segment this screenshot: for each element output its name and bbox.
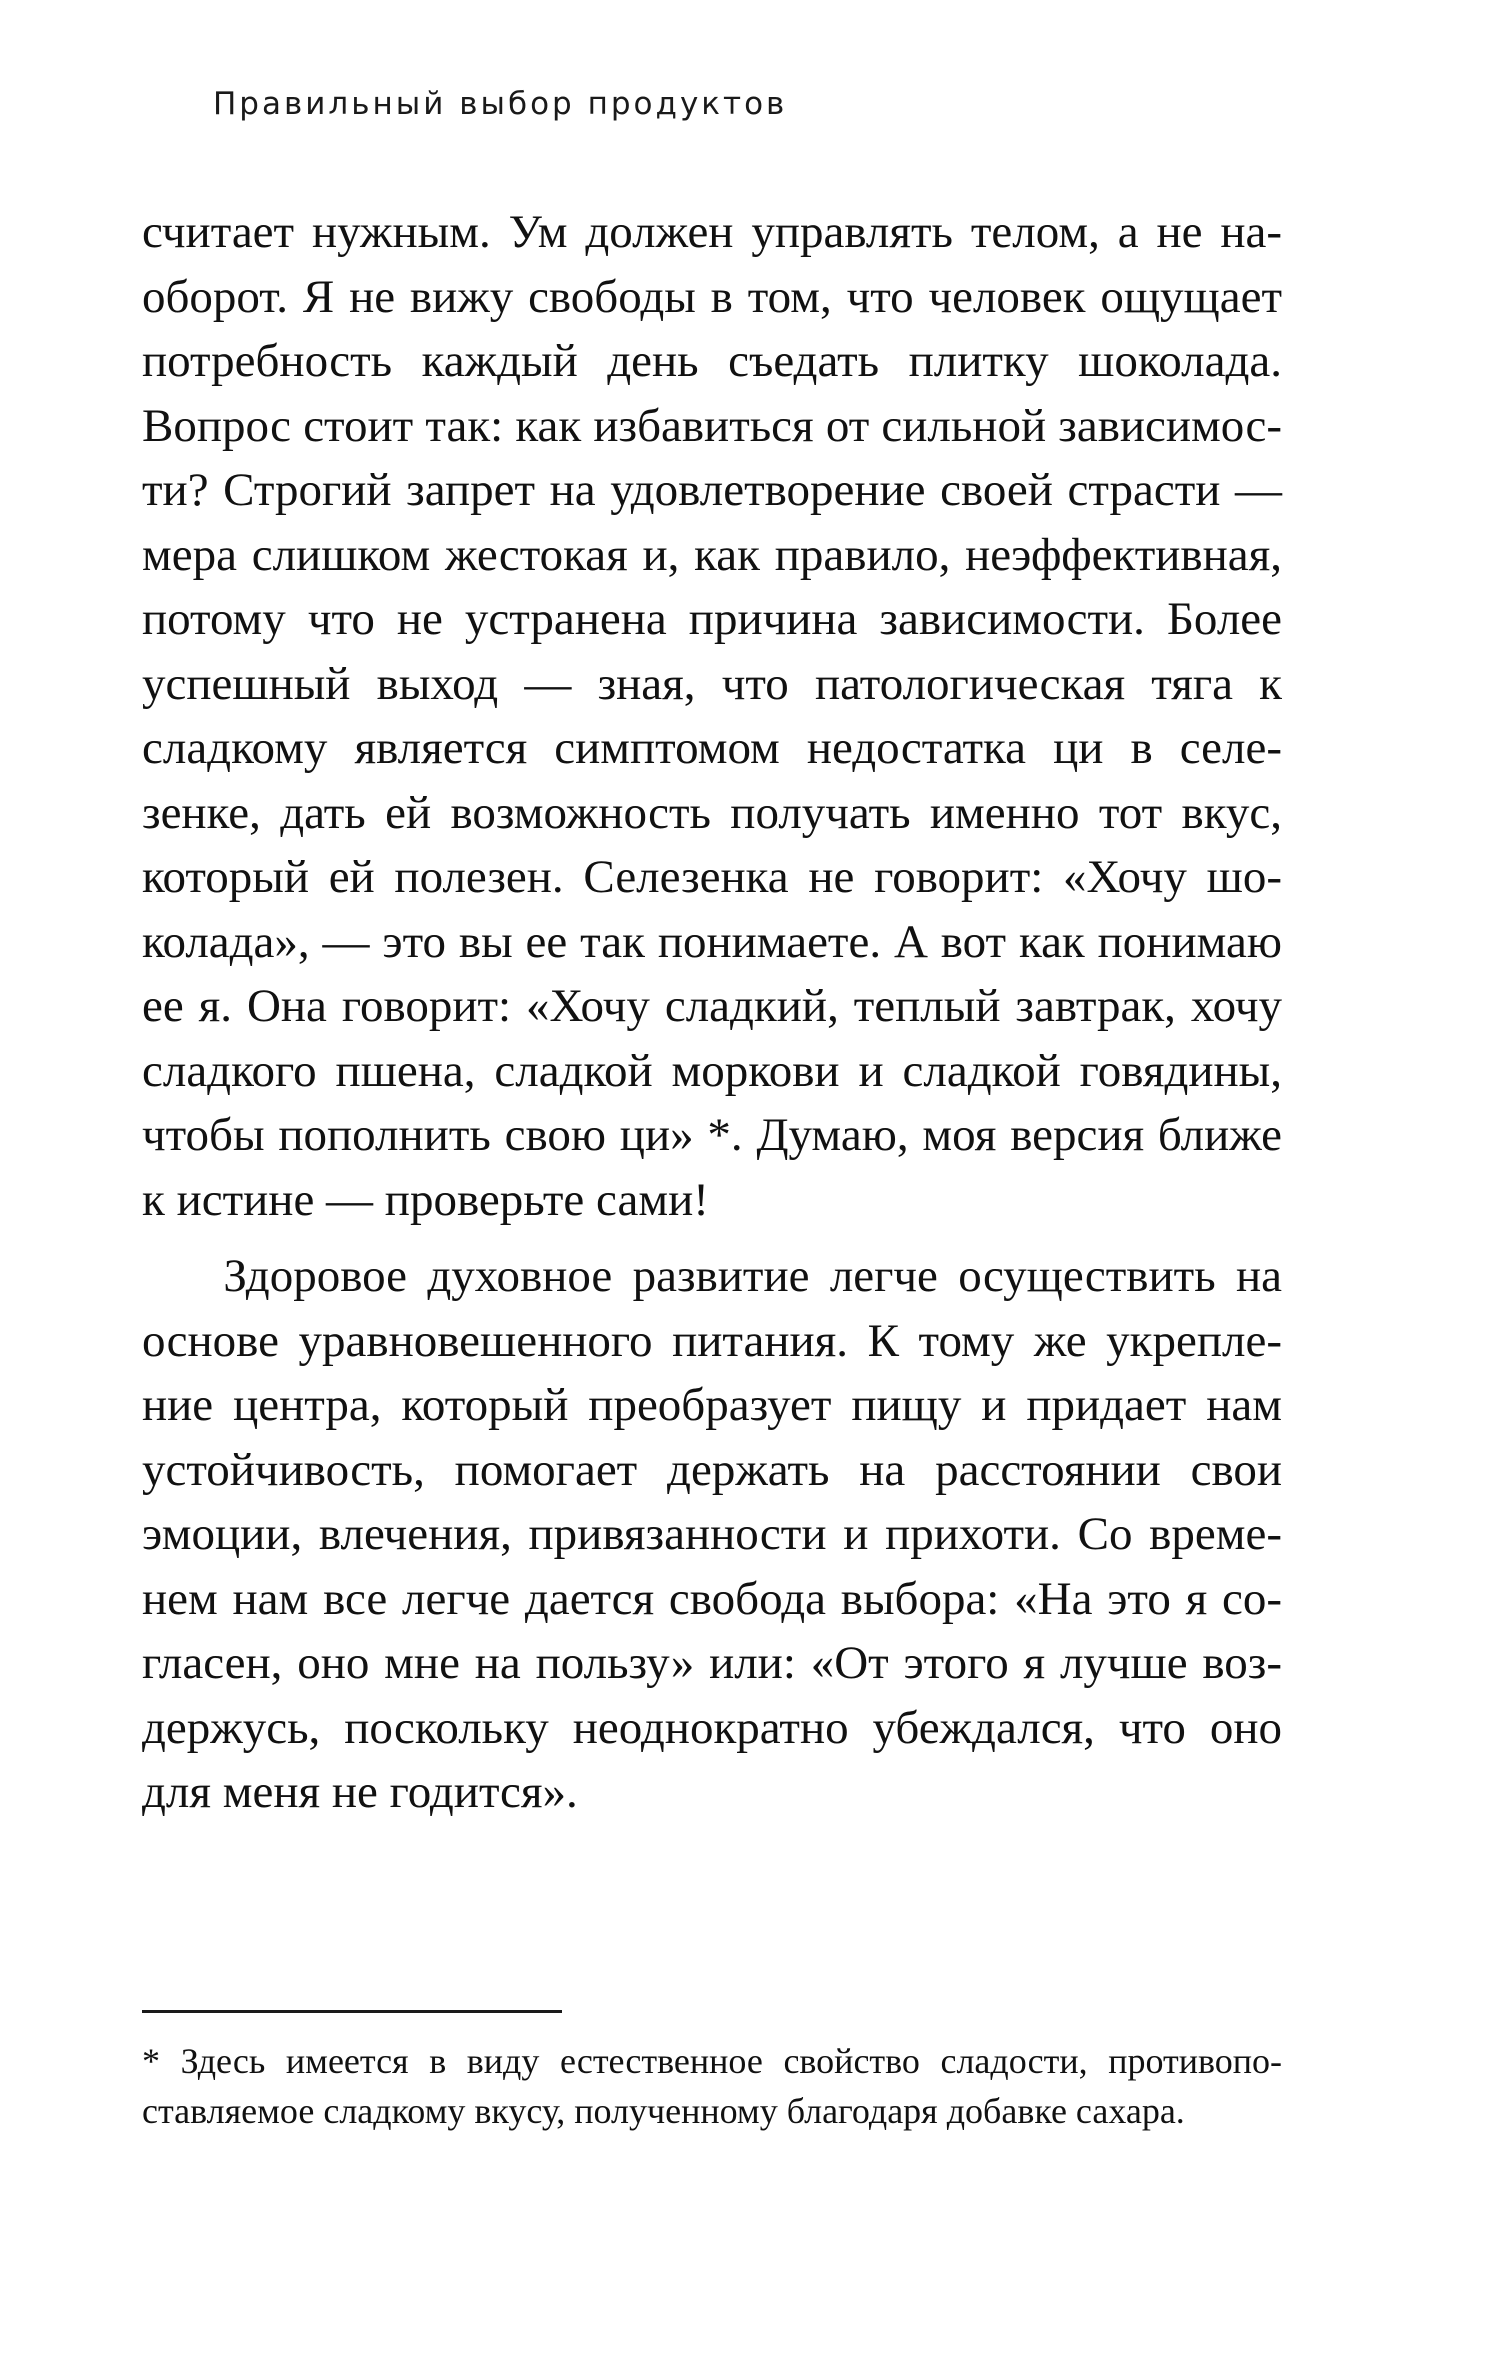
text-line: зенке, дать ей возможность получать именно тот вкус,	[142, 786, 1282, 839]
body-text	[142, 200, 1282, 1825]
text-line: колада», — это вы ее так понимаете. А вот как понимаю	[142, 915, 1282, 968]
text-line: держусь, поскольку неоднократно убеждался, что оно	[142, 1701, 1282, 1754]
text-line: устойчивость, помогает держать на расстоянии свои	[142, 1443, 1282, 1496]
text-line: потребность каждый день съедать плитку шоколада.	[142, 335, 1282, 387]
text-line: сладкого пшена, сладкой моркови и сладкой говядины,	[142, 1044, 1282, 1097]
text-line: который ей полезен. Селезенка не говорит: «Хочу шо-	[142, 851, 1282, 903]
footnote-line: ставляемое сладкому вкусу, полученному благодаря добавке сахара.	[142, 2091, 1185, 2131]
text-line: оборот. Я не вижу свободы в том, что человек ощущает	[142, 270, 1282, 323]
footnote	[142, 2036, 1282, 2136]
text-line: нем нам все легче дается свобода выбора: «На это я со-	[142, 1572, 1282, 1625]
running-head: Правильный выбор продуктов	[213, 86, 788, 122]
text-line: мера слишком жестокая и, как правило, неэффективная,	[142, 528, 1282, 581]
text-line: ти? Строгий запрет на удовлетворение своей страсти —	[142, 464, 1282, 516]
text-line: к истине — проверьте сами!	[142, 1173, 709, 1226]
text-line: успешный выход — зная, что патологическая тяга к	[142, 657, 1282, 710]
paragraph-1	[142, 200, 1282, 1232]
text-line: Здоровое духовное развитие легче осуществить на	[142, 1250, 1282, 1302]
text-line: эмоции, влечения, привязанности и прихоти. Со време-	[142, 1508, 1282, 1560]
text-line: потому что не устранена причина зависимости. Более	[142, 593, 1282, 645]
footnote-line: * Здесь имеется в виду естественное свойство сладости, противопо-	[142, 2041, 1282, 2081]
text-line: основе уравновешенного питания. К тому же укрепле-	[142, 1314, 1282, 1367]
text-line: ние центра, который преобразует пищу и придает нам	[142, 1379, 1282, 1431]
text-line: считает нужным. Ум должен управлять телом, а не на-	[142, 206, 1282, 258]
paragraph-gap	[142, 1232, 1282, 1244]
text-line: для меня не годится».	[142, 1766, 578, 1818]
paragraph-2	[142, 1244, 1282, 1825]
text-line: Вопрос стоит так: как избавиться от сильной зависимос-	[142, 399, 1282, 452]
text-line: ее я. Она говорит: «Хочу сладкий, теплый завтрак, хочу	[142, 980, 1282, 1032]
footnote-divider	[142, 2010, 562, 2013]
text-line: гласен, оно мне на пользу» или: «От этого я лучше воз-	[142, 1637, 1282, 1689]
text-line: чтобы пополнить свою ци» *. Думаю, моя версия ближе	[142, 1109, 1282, 1161]
text-line: сладкому является симптомом недостатка ци в селе-	[142, 722, 1282, 774]
